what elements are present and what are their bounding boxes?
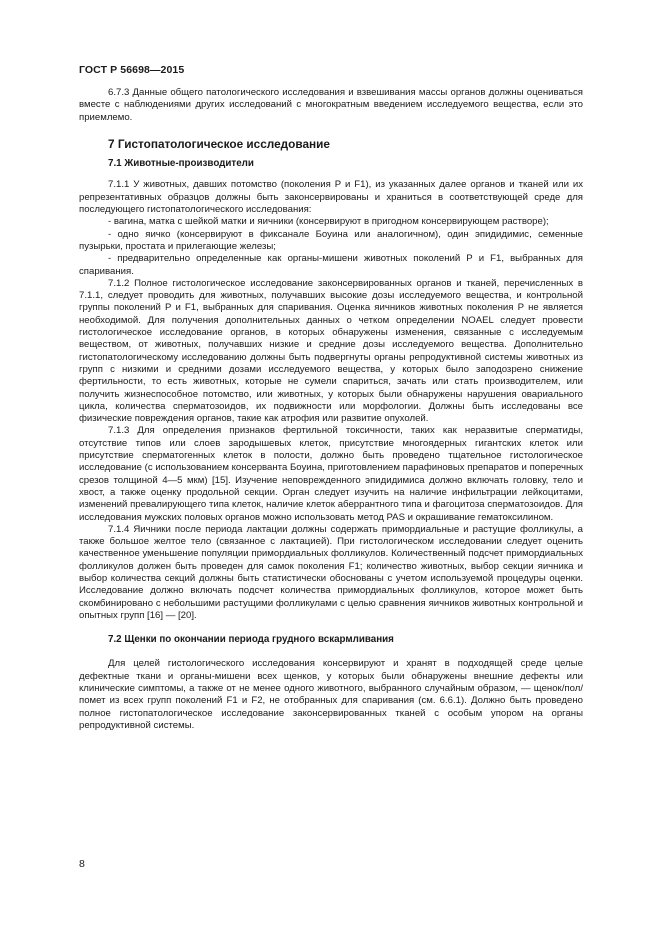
section-heading-7-1: 7.1 Животные-производители (108, 158, 254, 170)
paragraph-7-2: Для целей гистологического исследования консервируют и хранят в подходящей среде целые дефектные ткани и органы-мишени всех щенков, у которых были обнаружены внешние дефекты или клинические симптомы, а также от не менее одного животного, выбранного случайным образом, — щенок/пол/помет из всех групп поколений F1 и F2, не отобранных для спаривания (см. 6.6.1). Должно быть проведено полное гистопатологическое исследование законсервированных тканей с особым упором на органы репродуктивной системы. (79, 658, 583, 731)
paragraph-7-1-3: 7.1.3 Для определения признаков фертильной токсичности, таких как неразвитые сперматиды, отсутствие типов или слоев зародышевых клеток, присутствие многоядерных гигантских клеток или присутствие сперматогенных клеток в полости, должно быть проведено тщательное гистологическое исследование (с использованием консерванта Боуина, приготовлением парафиновых препаратов и поперечных срезов толщиной 4—5 мкм) [15]. Изучение неповрежденного эпидидимиса должно включать головку, тело и хвост, а также оценку продольной секции. Орган следует изучить на наличие инфильтрации лейкоцитами, изменений превалирующего типа клеток, наличие клеток аберрантного типа и фагоцитоза сперматозоидов. Для исследования мужских половых органов можно использовать метод PAS и окрашивание гематоксилином. (79, 425, 583, 523)
paragraph-6-7-3: 6.7.3 Данные общего патологического исследования и взвешивания массы органов должны оцениваться вместе с наблюдениями других исследований с многократным введением исследуемого вещества, если это приемлемо. (79, 87, 583, 123)
document-body (79, 87, 583, 732)
section-heading-7: 7 Гистопатологическое исследование (108, 136, 330, 151)
section-heading-7-2: 7.2 Щенки по окончании периода грудного вскармливания (108, 634, 394, 646)
standard-header: ГОСТ Р 56698—2015 (79, 64, 185, 76)
list-item-1: - вагина, матка с шейкой матки и яичники (консервируют в пригодном консервирующем растворе); (108, 216, 549, 228)
list-item-2: - одно яичко (консервируют в фиксанале Боуина или аналогичном), один эпидидимис, семенные пузырьки, простата и прилегающие железы; (79, 228, 583, 252)
page-number: 8 (79, 858, 85, 870)
list-item-3: - предварительно определенные как органы-мишени животных поколений Р и F1, выбранных для спаривания. (79, 253, 583, 277)
paragraph-7-1-1: 7.1.1 У животных, давших потомство (поколения Р и F1), из указанных далее органов и тканей или их репрезентативных образцов должны быть законсервированы и храниться в соответствующей среде для последующего гистопатологического исследования: (79, 179, 583, 216)
paragraph-7-1-2: 7.1.2 Полное гистологическое исследование законсервированных органов и тканей, перечисленных в 7.1.1, следует проводить для животных, получавших высокие дозы исследуемого вещества, и контрольной группы поколений Р и F1, выбранных для спаривания. Оценка яичников животных поколения Р не является необходимой. Для получения дополнительных данных о четком определении NOAEL следует провести гистологическое исследование органов, в которых обнаружены изменения, связанные с исследуемым веществом, от животных, получавших низкие и средние дозы исследуемого вещества. Дополнительно гистопатологическому исследованию должны быть подвергнуты органы репродуктивной системы животных из групп с низкими и средними дозами исследуемого вещества, у которых было заподозрено снижение фертильности, то есть животных, которые не сумели спариться, зачать или стать производителем, или получить жизнеспособное потомство, или животных, у которых были обнаружены нарушения овариального цикла, количества сперматозоидов, их подвижности или морфологии. Должны быть исследованы все физические повреждения органов, такие как атрофия или развитие опухолей. (79, 277, 583, 425)
paragraph-7-1-4: 7.1.4 Яичники после периода лактации должны содержать примордиальные и растущие фолликулы, а также большое желтое тело (связанное с лактацией). При гистологическом исследовании следует оценить качественное уменьшение популяции примордиальных фолликулов. Количественный подсчет примордиальных фолликулов должен быть проведен для самок поколения F1; количество животных, выбор секции яичника и выбор количества секций должны быть статистически обоснованы с учетом используемой процедуры оценки. Исследование должно включать подсчет количества примордиальных фолликулов, которое может быть скомбинировано с небольшими растущими фолликулами с целью сравнения яичников животных контрольной и опытных групп [16] — [20]. (79, 523, 583, 621)
